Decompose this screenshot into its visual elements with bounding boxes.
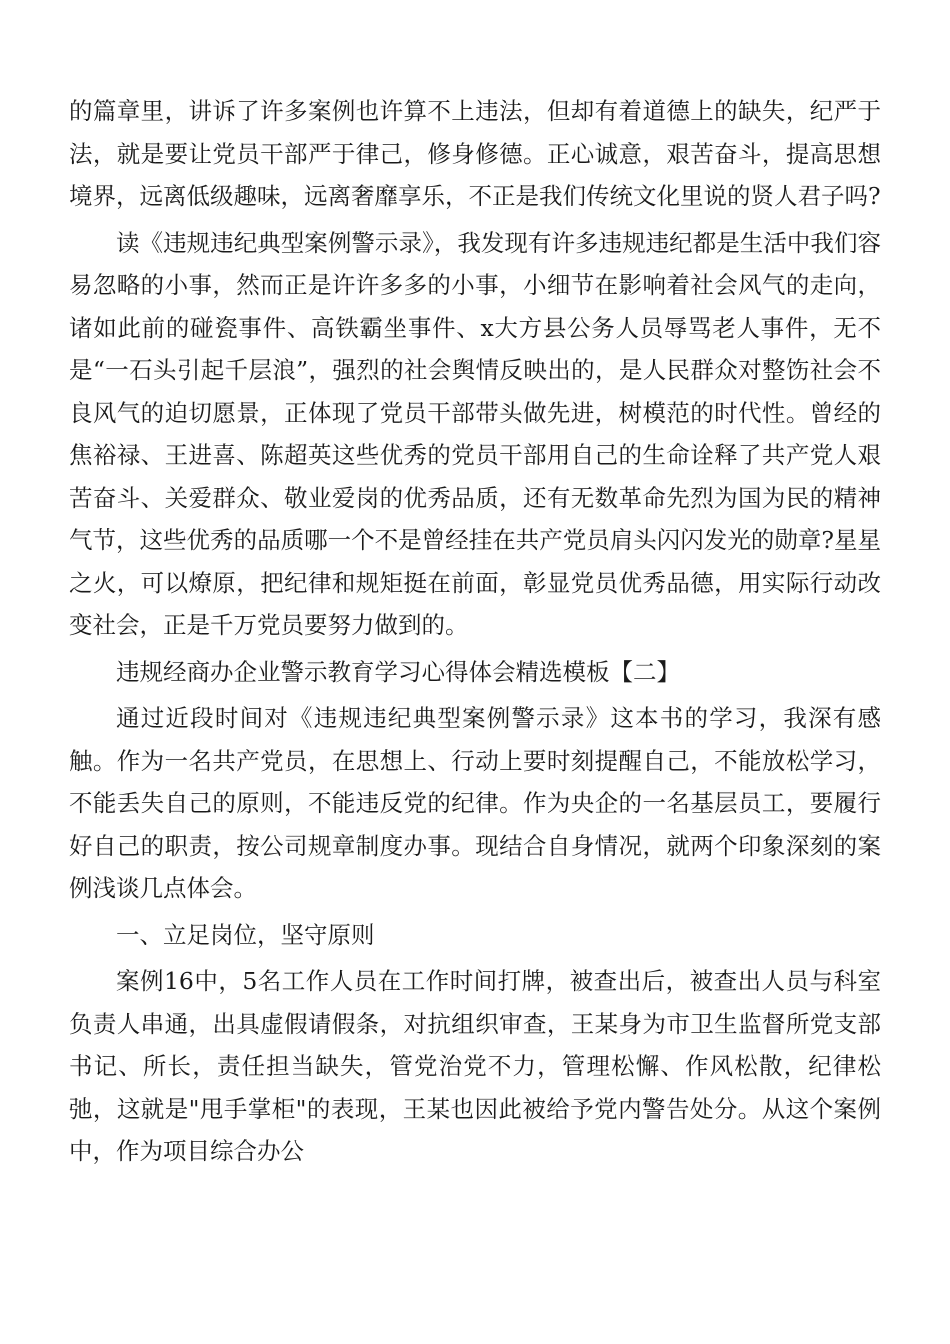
paragraph-case-16: 案例16中，5名工作人员在工作时间打牌，被查出后，被查出人员与科室负责人串通，出具虚假请假条，对抗组织审查，王某身为市卫生监督所党支部书记、所长，责任担当缺失，管党治党不力，管理松懈、作风松散，纪律松弛，这就是"甩手掌柜"的表现，王某也因此被给予党内警告处分。从这个案例中，作为项目综合办公 <box>69 967 881 1165</box>
paragraph-reading-reflection: 读《违规违纪典型案例警示录》，我发现有许多违规违纪都是生活中我们容易忽略的小事，然而正是许许多多的小事，小细节在影响着社会风气的走向，诸如此前的碰瓷事件、高铁霸坐事件、x大方县公务人员辱骂老人事件，无不是“一石头引起千层浪”，强烈的社会舆情反映出的，是人民群众对整饬社会不良风气的迫切愿景，正体现了党员干部带头做先进，树模范的时代性。曾经的焦裕禄、王进喜、陈超英这些优秀的党员干部用自己的生命诠释了共产党人艰苦奋斗、关爱群众、敬业爱岗的优秀品质，还有无数革命先烈为国为民的精神气节，这些优秀的品质哪一个不是曾经挂在共产党员肩头闪闪发光的勋章?星星之火，可以燎原，把纪律和规矩挺在前面，彰显党员优秀品德，用实际行动改变社会，正是千万党员要努力做到的。 <box>69 228 881 639</box>
paragraph-study-intro: 通过近段时间对《违规违纪典型案例警示录》这本书的学习，我深有感触。作为一名共产党员，在思想上、行动上要时刻提醒自己，不能放松学习，不能丢失自己的原则，不能违反党的纪律。作为央企的一名基层员工，要履行好自己的职责，按公司规章制度办事。现结合自身情况，就两个印象深刻的案例浅谈几点体会。 <box>69 704 881 902</box>
paragraph-continuation: 的篇章里，讲诉了许多案例也许算不上违法，但却有着道德上的缺失，纪严于法，就是要让党员干部严于律己，修身修德。正心诚意，艰苦奋斗，提高思想境界，远离低级趣味，远离奢靡享乐，不正是我们传统文化里说的贤人君子吗? <box>69 97 881 210</box>
subheading-stand-firm: 一、立足岗位，坚守原则 <box>116 920 375 949</box>
document-body <box>69 90 881 1177</box>
section-title: 违规经商办企业警示教育学习心得体会精选模板【二】 <box>116 657 680 686</box>
